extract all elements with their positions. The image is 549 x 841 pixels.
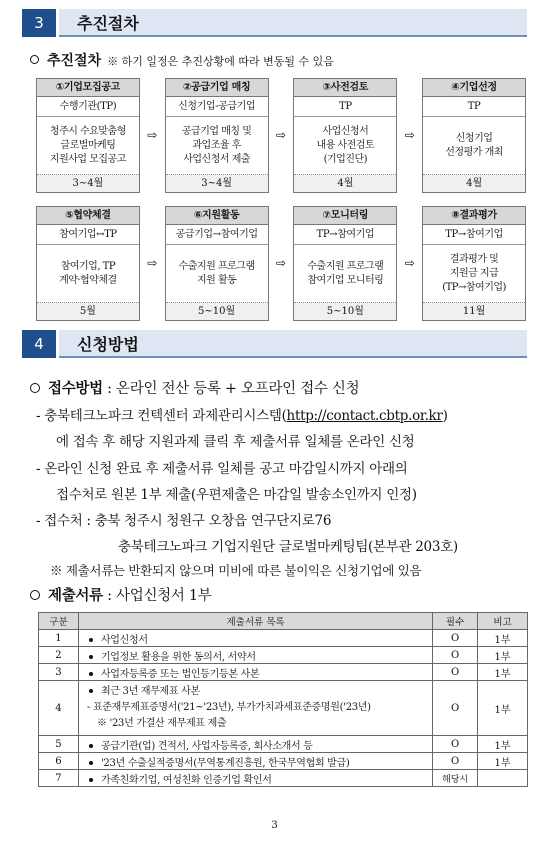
flow-step-period: 5~10월 <box>166 303 268 320</box>
table-row: 2 기업정보 활용을 위한 동의서, 서약서 O 1부 <box>39 647 528 664</box>
section-number: 3 <box>22 9 56 37</box>
flow-step <box>36 78 140 193</box>
arrow-right-icon: ⇨ <box>275 256 287 270</box>
flow-step-title: ⑤협약체결 <box>37 207 139 225</box>
reception-office: 충북테크노파크 기업지원단 글로벌마케팅팀(본부관 203호) <box>118 539 458 555</box>
flow-step-title: ③사전검토 <box>294 79 396 97</box>
documents-table <box>38 612 528 787</box>
flow-step-desc: 수출지원 프로그램 지원 활동 <box>166 245 268 303</box>
flow-step-desc: 신청기업 선정평가 개최 <box>423 117 525 175</box>
flow-step <box>165 78 269 193</box>
flow-step-desc: 사업신청서 내용 사전검토 (기업진단) <box>294 117 396 175</box>
flow-step <box>293 206 397 321</box>
flow-step-desc: 결과평가 및 지원금 지급 (TP→참여기업) <box>423 245 525 303</box>
section-4-header <box>22 330 527 358</box>
flow-row-1 <box>36 78 526 193</box>
section-number: 4 <box>22 330 56 358</box>
submission-note: ※ 제출서류는 반환되지 않으며 미비에 따른 불이익은 신청기업에 있음 <box>50 563 422 578</box>
flow-step-title: ④기업선정 <box>423 79 525 97</box>
table-row: 4 최근 3년 재무제표 사본 - 표준재무제표증명서('21~'23년), 부가가치과세표준증명원('23년) ※ '23년 가결산 재무제표 제출 O 1부 <box>39 681 528 736</box>
bullet-dot-icon <box>89 655 93 659</box>
method-heading: 접수방법 : 온라인 전산 등록 + 오프라인 접수 신청 <box>30 377 359 398</box>
circle-bullet-icon <box>30 55 39 64</box>
flow-step <box>422 206 526 321</box>
method-line: - 온라인 신청 완료 후 제출서류 일체를 공고 마감일시까지 아래의 <box>36 461 408 477</box>
flow-step-period: 4월 <box>423 175 525 192</box>
arrow-right-icon: ⇨ <box>147 256 158 270</box>
circle-bullet-icon <box>30 383 40 393</box>
table-row: 3 사업자등록증 또는 법인등기등본 사본 O 1부 <box>39 664 528 681</box>
flow-step-actor: 공급기업→참여기업 <box>166 225 268 245</box>
flow-step <box>293 78 397 193</box>
bullet-dot-icon <box>89 744 93 748</box>
column-header: 구분 <box>39 613 79 630</box>
section-title: 추진절차 <box>59 9 527 37</box>
table-header-row <box>39 613 528 630</box>
flow-step-period: 5월 <box>37 303 139 320</box>
table-row: 6 '23년 수출실적증명서(무역통계진흥원, 한국무역협회 발급) O 1부 <box>39 753 528 770</box>
flow-step-title: ①기업모집공고 <box>37 79 139 97</box>
flow-step-desc: 참여기업, TP 계약·협약체결 <box>37 245 139 303</box>
bullet-dot-icon <box>89 638 93 642</box>
circle-bullet-icon <box>30 590 40 600</box>
method-line: 접수처로 원본 1부 제출(우편제출은 마감일 발송소인까지 인정) <box>56 487 417 503</box>
flow-step-actor: TP→참여기업 <box>294 225 396 245</box>
method-line: 에 접속 후 해당 지원과제 클릭 후 제출서류 일체를 온라인 신청 <box>56 434 415 450</box>
flow-step <box>36 206 140 321</box>
flow-step-desc: 수출지원 프로그램 참여기업 모니터링 <box>294 245 396 303</box>
table-row: 7 가족친화기업, 여성친화 인증기업 확인서 해당시 <box>39 770 528 787</box>
arrow-right-icon: ⇨ <box>404 256 415 270</box>
flow-step-actor: 참여기업↔TP <box>37 225 139 245</box>
arrow-right-icon: ⇨ <box>275 128 287 142</box>
flow-step <box>422 78 526 193</box>
column-header: 제출서류 목록 <box>78 613 432 630</box>
bullet-dot-icon <box>89 672 93 676</box>
flow-step-title: ②공급기업 매칭 <box>166 79 268 97</box>
flow-step-period: 11월 <box>423 303 525 320</box>
flow-step-desc: 공급기업 매칭 및 과업조율 후 사업신청서 제출 <box>166 117 268 175</box>
reception-address: - 접수처 : 충북 청주시 청원구 오창읍 연구단지로76 <box>36 513 332 529</box>
flow-step-actor: TP <box>294 97 396 117</box>
page-number: 3 <box>271 820 278 831</box>
flow-step-title: ⑥지원활동 <box>166 207 268 225</box>
procedure-heading: 추진절차 ※ 하기 일정은 추진상황에 따라 변동될 수 있음 <box>30 50 334 70</box>
table-row: 1 사업신청서 O 1부 <box>39 630 528 647</box>
flow-step-actor: 신청기업-공급기업 <box>166 97 268 117</box>
flow-step-title: ⑦모니터링 <box>294 207 396 225</box>
bullet-dot-icon <box>89 761 93 765</box>
flow-step-period: 3~4월 <box>37 175 139 192</box>
flow-step-period: 5~10월 <box>294 303 396 320</box>
method-line: - 충북테크노파크 컨텍센터 과제관리시스템(http://contact.cbtp.or.kr) <box>36 408 448 424</box>
bullet-dot-icon <box>89 778 93 782</box>
bullet-dot-icon <box>89 689 93 693</box>
flow-step-period: 4월 <box>294 175 396 192</box>
section-3-header <box>22 9 527 37</box>
flow-step-actor: TP <box>423 97 525 117</box>
flow-step-actor: TP→참여기업 <box>423 225 525 245</box>
flow-row-2 <box>36 206 526 321</box>
flow-step-desc: 청주시 수요맞춤형 글로벌마케팅 지원사업 모집공고 <box>37 117 139 175</box>
documents-heading: 제출서류 : 사업신청서 1부 <box>30 584 212 605</box>
column-header: 비고 <box>478 613 528 630</box>
section-title: 신청방법 <box>59 330 527 358</box>
flow-step-actor: 수행기관(TP) <box>37 97 139 117</box>
arrow-right-icon: ⇨ <box>404 128 415 142</box>
table-row: 5 공급기관(업) 견적서, 사업자등록증, 회사소개서 등 O 1부 <box>39 736 528 753</box>
flow-step-period: 3~4월 <box>166 175 268 192</box>
column-header: 필수 <box>433 613 478 630</box>
procedure-note: ※ 하기 일정은 추진상황에 따라 변동될 수 있음 <box>107 55 334 68</box>
flow-step <box>165 206 269 321</box>
flow-step-title: ⑧결과평가 <box>423 207 525 225</box>
arrow-right-icon: ⇨ <box>147 128 158 142</box>
system-link[interactable]: http://contact.cbtp.or.kr <box>286 408 443 424</box>
